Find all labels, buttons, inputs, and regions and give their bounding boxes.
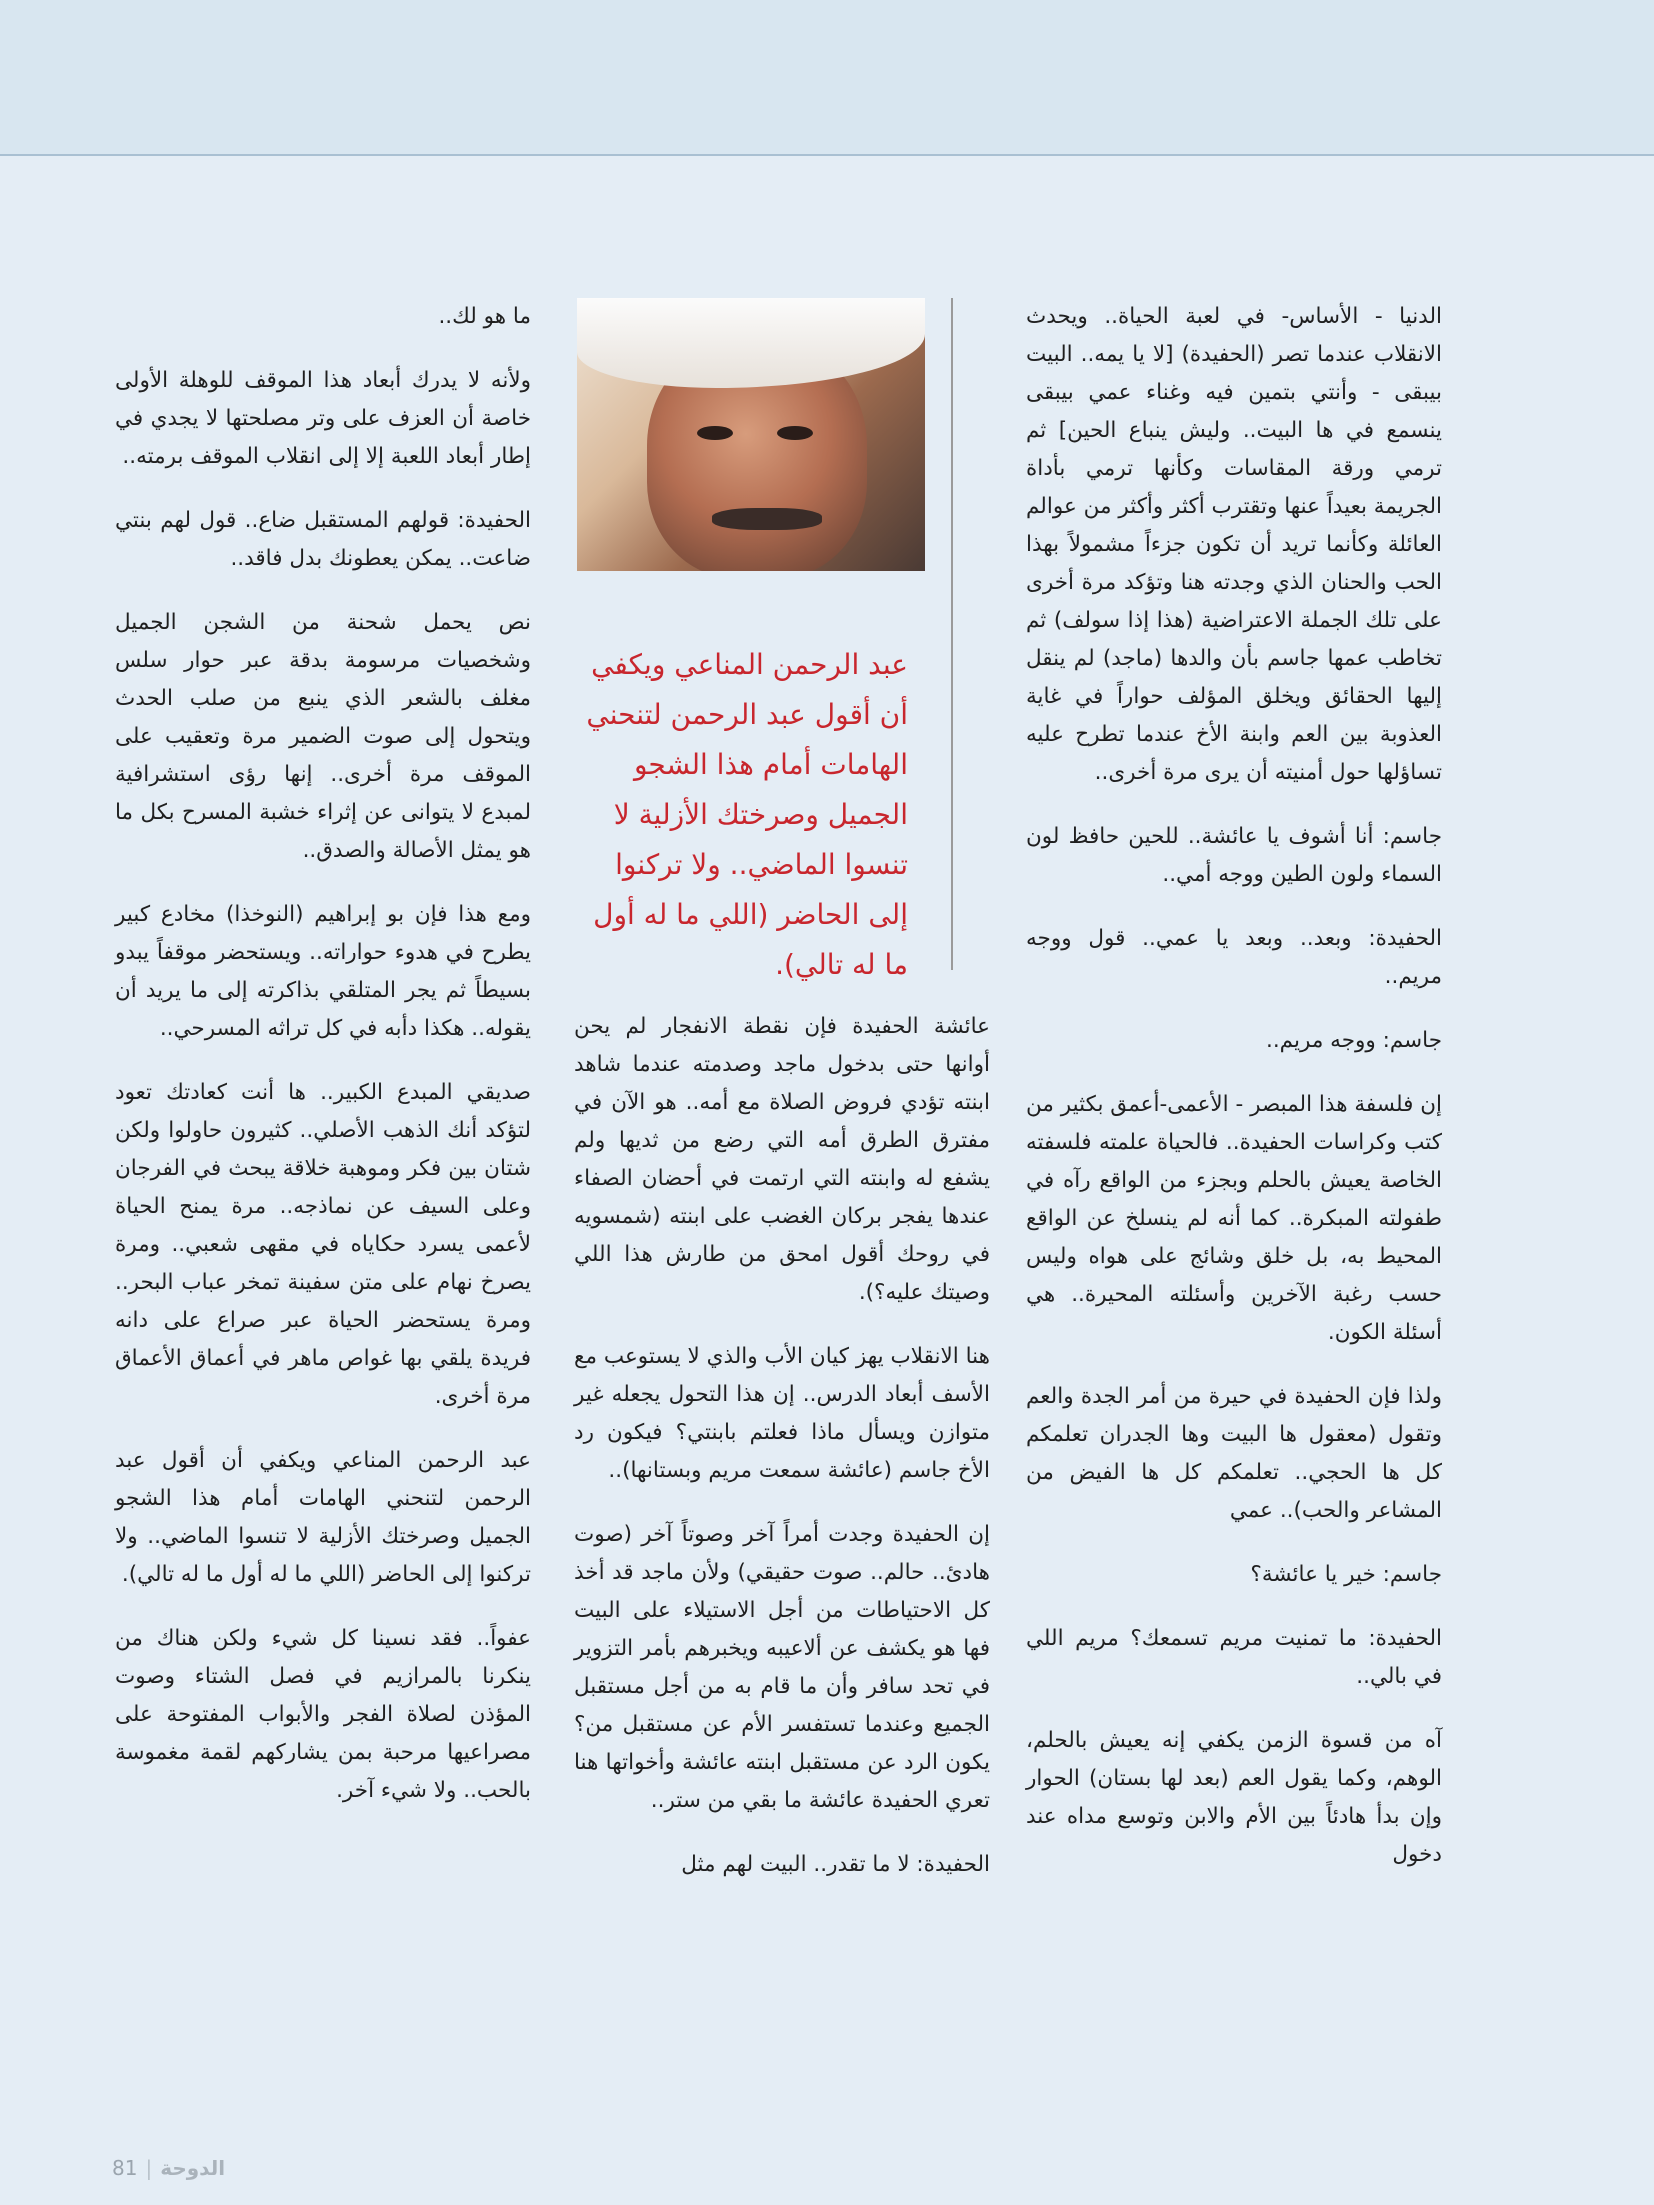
portrait-moustache (712, 508, 822, 530)
page-number: 81 (112, 2156, 138, 2180)
paragraph: الحفيدة: ما تمنيت مريم تسمعك؟ مريم اللي في بالي.. (1026, 1626, 1442, 1689)
page-footer: 81 | الدوحة (112, 2156, 226, 2180)
paragraph: جاسم: أنا أشوف يا عائشة.. للحين حافظ لون السماء ولون الطين ووجه أمي.. (1026, 824, 1442, 887)
paragraph: الحفيدة: قولهم المستقبل ضاع.. قول لهم بنتي ضاعت.. يمكن يعطونك بدل فاقد.. (115, 508, 531, 571)
portrait-eye (777, 426, 813, 440)
paragraph: ما هو لك.. (438, 304, 531, 329)
portrait-eye (697, 426, 733, 440)
article-column-left (115, 298, 531, 1836)
article-column-right (1026, 298, 1442, 1900)
pull-quote: عبد الرحمن المناعي ويكفي أن أقول عبد الرحمن لتنحني الهامات أمام هذا الشجو الجميل وصرختك الأزلية لا تنسوا الماضي.. ولا تركنوا إلى الحاضر (اللي ما له أول ما له تالي). (586, 648, 908, 981)
paragraph: الدنيا - الأساس- في لعبة الحياة.. ويحدث الانقلاب عندما تصر (الحفيدة) [لا يا يمه.. البيت بيبقى - وأنتي بتمين فيه وغناء عمي بيبقى ينسمع في ها البيت.. وليش ينباع الحين] ثم ترمي ورقة المقاسات وكأنها ترمي بأداة الجريمة بعيداً عنها وتقترب أكثر وأكثر من عوالم العائلة وكأنما تريد أن تكون جزءاً مشمولاً بهذا الحب والحنان الذي وجدته هنا وتؤكد مرة أخرى على تلك الجملة الاعتراضية (هذا إذا سولف) ثم تخاطب عمها جاسم بأن والدها (ماجد) لم ينقل إليها الحقائق ويخلق المؤلف حواراً في غاية العذوبة بين العم وابنة الأخ عندما تطرح عليه تساؤلها حول أمنيته أن يرى مرة أخرى.. (1026, 304, 1442, 785)
paragraph: صديقي المبدع الكبير.. ها أنت كعادتك تعود لتؤكد أنك الذهب الأصلي.. كثيرون حاولوا ولكن شتان بين فكر وموهبة خلاقة يبحث في الفرجان وعلى السيف عن نماذجه.. مرة يمنح الحياة لأعمى يسرد حكاياه في مقهى شعبي.. ومرة يصرخ نهام على متن سفينة تمخر عباب البحر.. ومرة يستحضر الحياة عبر صراع على دانه فريدة يلقي بها غواص ماهر في أعماق الأعماق مرة أخرى. (115, 1080, 531, 1409)
paragraph: ولذا فإن الحفيدة في حيرة من أمر الجدة والعم وتقول (معقول ها البيت وها الجدران تعلمكم كل ها الحجي.. تعلمكم كل ها الفيض من المشاعر والحب).. عمي (1026, 1384, 1442, 1523)
paragraph: هنا الانقلاب يهز كيان الأب والذي لا يستوعب مع الأسف أبعاد الدرس.. إن هذا التحول يجعله غير متوازن ويسأل ماذا فعلتم بابنتي؟ فيكون رد الأخ جاسم (عائشة سمعت مريم وبستانها).. (574, 1344, 990, 1483)
paragraph: جاسم: خير يا عائشة؟ (1250, 1562, 1442, 1587)
paragraph: عائشة الحفيدة فإن نقطة الانفجار لم يحن أوانها حتى بدخول ماجد وصدمته عندما شاهد ابنته تؤدي فروض الصلاة مع أمه.. هو الآن في مفترق الطرق أمه التي رضع من ثديها ولم يشفع له وابنته التي ارتمت في أحضان الصفاء عندها يفجر بركان الغضب على ابنته (شمسويه في روحك أقول امحق من طارش هذا اللي وصيتك عليه؟). (574, 1014, 990, 1305)
paragraph: عفواً.. فقد نسينا كل شيء ولكن هناك من ينكرنا بالمرازيم في فصل الشتاء وصوت المؤذن لصلاة الفجر والأبواب المفتوحة على مصراعيها مرحبة بمن يشاركهم لقمة مغموسة بالحب.. ولا شيء آخر. (115, 1626, 531, 1803)
author-portrait (577, 298, 925, 571)
paragraph: جاسم: ووجه مريم.. (1266, 1028, 1442, 1053)
magazine-logo: الدوحة (160, 2156, 226, 2180)
paragraph: آه من قسوة الزمن يكفي إنه يعيش بالحلم، الوهم، وكما يقول العم (بعد لها بستان) الحوار وإن بدأ هادئاً بين الأم والابن وتوسع مداه عند دخول (1026, 1728, 1442, 1867)
paragraph: إن فلسفة هذا المبصر - الأعمى-أعمق بكثير من كتب وكراسات الحفيدة.. فالحياة علمته فلسفته الخاصة يعيش بالحلم وبجزء من الواقع رآه في طفولته المبكرة.. كما أنه لم ينسلخ عن الواقع المحيط به، بل خلق وشائج على هواه وليس حسب رغبة الآخرين وأسئلته المحيرة.. هي أسئلة الكون. (1026, 1092, 1442, 1345)
article-column-middle (574, 1008, 990, 1910)
paragraph: ومع هذا فإن بو إبراهيم (النوخذا) مخادع كبير يطرح في هدوء حواراته.. ويستحضر موقفاً يبدو بسيطاً ثم يجر المتلقي بذاكرته إلى ما يريد أن يقوله.. هكذا دأبه في كل تراثه المسرحي.. (115, 902, 531, 1041)
paragraph: الحفيدة: لا ما تقدر.. البيت لهم مثل (681, 1852, 990, 1877)
column-divider (951, 298, 953, 970)
portrait-headscarf (577, 298, 925, 388)
paragraph: إن الحفيدة وجدت أمراً آخر وصوتاً آخر (صوت هادئ.. حالم.. صوت حقيقي) ولأن ماجد قد أخذ كل الاحتياطات من أجل الاستيلاء على البيت فها هو يكشف عن ألاعيبه ويخبرهم بأمر التزوير في تحد سافر وأن ما قام به من أجل مستقبل الجميع وعندما تستفسر الأم عن مستقبل من؟ يكون الرد عن مستقبل ابنته عائشة وأخواتها هنا تعري الحفيدة عائشة ما بقي من ستر.. (574, 1522, 990, 1813)
paragraph: عبد الرحمن المناعي ويكفي أن أقول عبد الرحمن لتنحني الهامات أمام هذا الشجو الجميل وصرختك الأزلية لا تنسوا الماضي.. ولا تركنوا إلى الحاضر (اللي ما له أول ما له تالي). (115, 1448, 531, 1587)
paragraph: الحفيدة: وبعد.. وبعد يا عمي.. قول ووجه مريم.. (1026, 926, 1442, 989)
header-band (0, 0, 1654, 156)
paragraph: ولأنه لا يدرك أبعاد هذا الموقف للوهلة الأولى خاصة أن العزف على وتر مصلحتها لا يجدي في إطار أبعاد اللعبة إلا إلى انقلاب الموقف برمته.. (115, 368, 531, 469)
paragraph: نص يحمل شحنة من الشجن الجميل وشخصيات مرسومة بدقة عبر حوار سلس مغلف بالشعر الذي ينبع من صلب الحدث ويتحول إلى صوت الضمير مرة وتعقيب على الموقف مرة أخرى.. إنها رؤى استشرافية لمبدع لا يتوانى عن إثراء خشبة المسرح بكل ما هو يمثل الأصالة والصدق.. (115, 610, 531, 863)
